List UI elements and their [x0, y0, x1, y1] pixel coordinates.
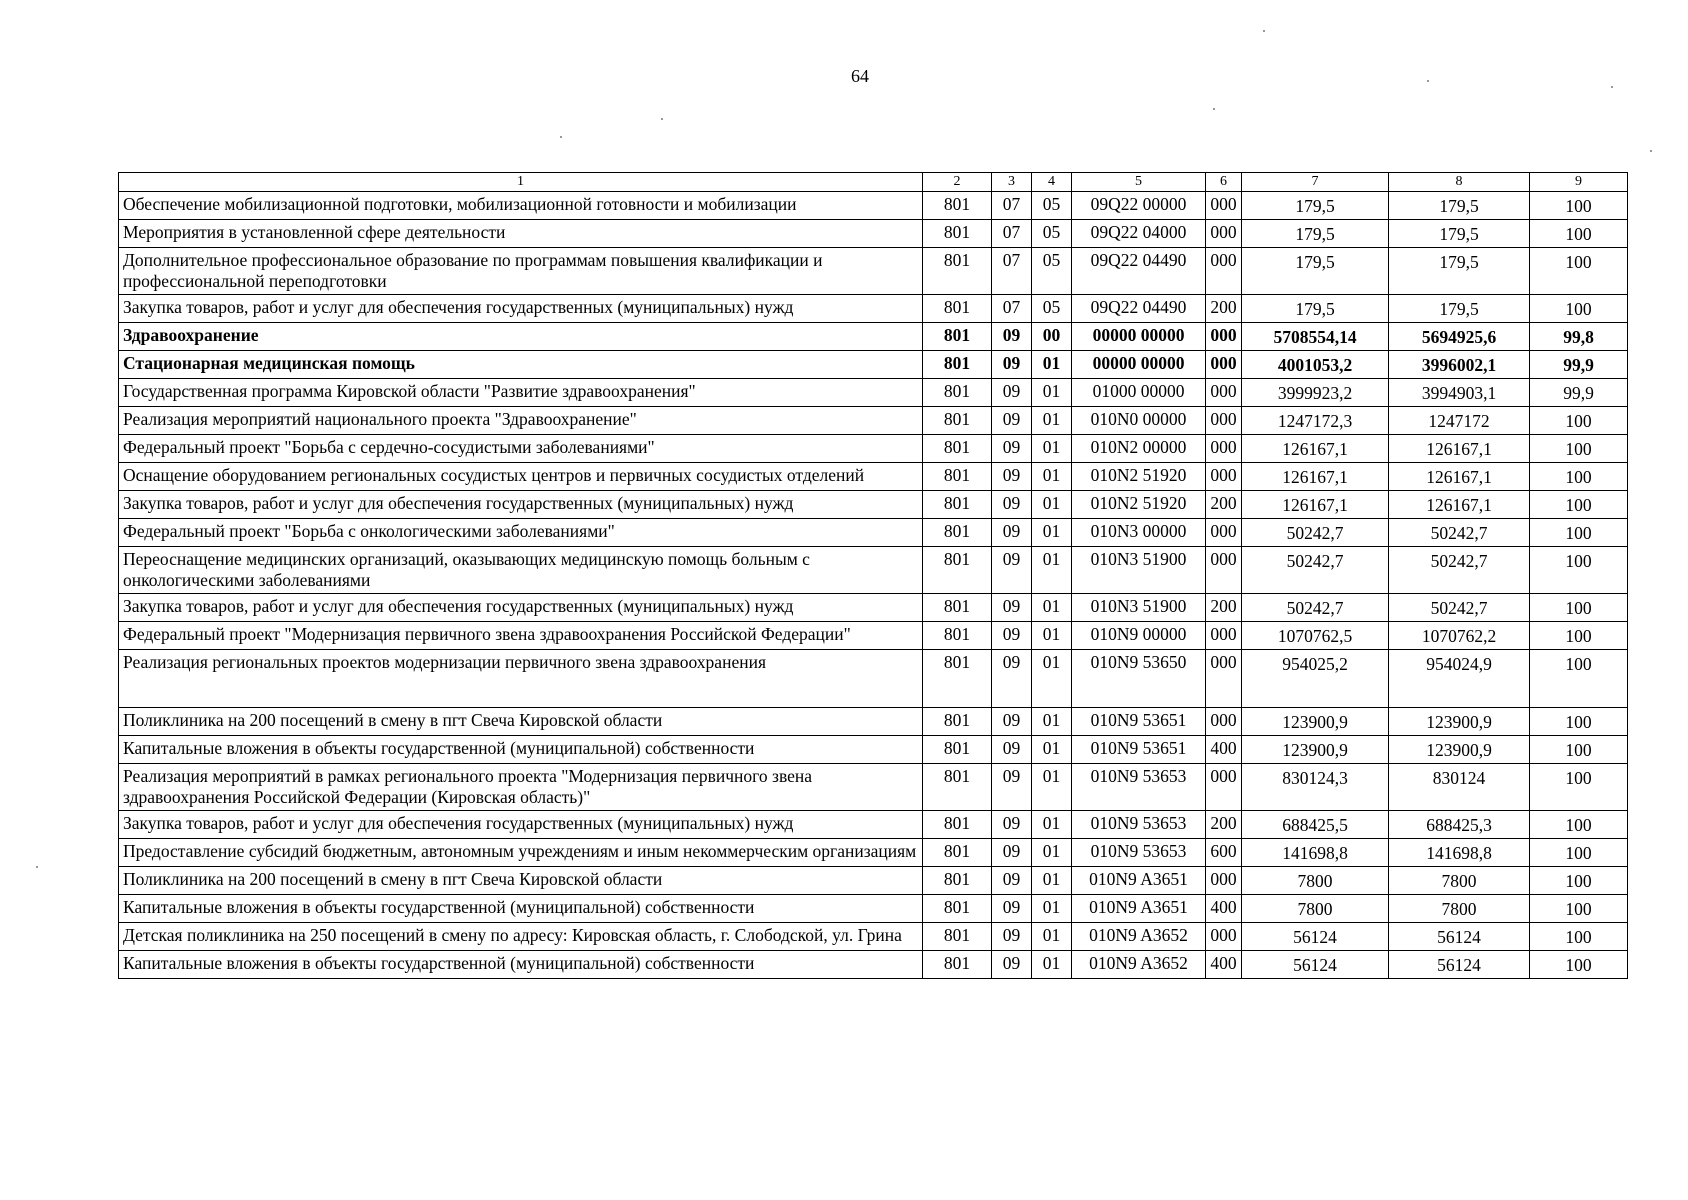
scan-speck — [661, 118, 663, 120]
row-name-cell: Государственная программа Кировской области "Развитие здравоохранения" — [119, 379, 923, 407]
table-row — [119, 650, 1628, 708]
table-row — [119, 951, 1628, 979]
row-code-4-cell: 01 — [1032, 407, 1072, 435]
row-code-4-cell: 01 — [1032, 491, 1072, 519]
row-code-4-cell: 05 — [1032, 248, 1072, 295]
row-value-7-cell: 830124,3 — [1242, 764, 1389, 811]
row-code-6-cell: 400 — [1206, 736, 1242, 764]
row-value-7-cell: 50242,7 — [1242, 519, 1389, 547]
row-name-cell: Реализация мероприятий национального проекта "Здравоохранение" — [119, 407, 923, 435]
row-code-3-cell: 09 — [992, 839, 1032, 867]
row-code-4-cell: 01 — [1032, 463, 1072, 491]
row-name-cell: Капитальные вложения в объекты государственной (муниципальной) собственности — [119, 951, 923, 979]
row-code-6-cell: 000 — [1206, 248, 1242, 295]
row-code-3-cell: 09 — [992, 708, 1032, 736]
row-code-2-cell: 801 — [923, 248, 992, 295]
row-code-4-cell: 01 — [1032, 764, 1072, 811]
row-name-cell: Закупка товаров, работ и услуг для обеспечения государственных (муниципальных) нужд — [119, 295, 923, 323]
row-value-9-cell: 100 — [1530, 248, 1628, 295]
row-value-9-cell: 100 — [1530, 764, 1628, 811]
table-row — [119, 295, 1628, 323]
row-value-9-cell: 100 — [1530, 220, 1628, 248]
row-name-cell: Закупка товаров, работ и услуг для обеспечения государственных (муниципальных) нужд — [119, 594, 923, 622]
row-name-cell: Предоставление субсидий бюджетным, автономным учреждениям и иным некоммерческим организациям — [119, 839, 923, 867]
row-value-7-cell: 179,5 — [1242, 220, 1389, 248]
row-value-8-cell: 179,5 — [1389, 248, 1530, 295]
row-value-9-cell: 100 — [1530, 519, 1628, 547]
row-code-5-cell: 010N9 A3651 — [1072, 867, 1206, 895]
table-header-row — [119, 173, 1628, 192]
row-value-7-cell: 688425,5 — [1242, 811, 1389, 839]
row-code-2-cell: 801 — [923, 295, 992, 323]
row-value-7-cell: 56124 — [1242, 923, 1389, 951]
row-code-3-cell: 07 — [992, 295, 1032, 323]
row-code-3-cell: 09 — [992, 594, 1032, 622]
row-code-6-cell: 400 — [1206, 951, 1242, 979]
row-code-3-cell: 09 — [992, 951, 1032, 979]
header-cell-6: 6 — [1206, 173, 1242, 192]
row-value-8-cell: 50242,7 — [1389, 519, 1530, 547]
row-code-4-cell: 01 — [1032, 622, 1072, 650]
row-name-cell: Федеральный проект "Борьба с онкологическими заболеваниями" — [119, 519, 923, 547]
row-value-8-cell: 1247172 — [1389, 407, 1530, 435]
scan-speck — [1611, 86, 1613, 88]
budget-table — [118, 172, 1628, 979]
row-value-7-cell: 7800 — [1242, 867, 1389, 895]
scan-speck — [1213, 108, 1215, 110]
row-name-cell: Обеспечение мобилизационной подготовки, мобилизационной готовности и мобилизации — [119, 192, 923, 220]
row-value-9-cell: 100 — [1530, 811, 1628, 839]
row-code-4-cell: 01 — [1032, 379, 1072, 407]
row-code-4-cell: 01 — [1032, 435, 1072, 463]
row-code-2-cell: 801 — [923, 547, 992, 594]
row-code-6-cell: 200 — [1206, 594, 1242, 622]
table-row — [119, 895, 1628, 923]
row-value-7-cell: 3999923,2 — [1242, 379, 1389, 407]
row-code-4-cell: 01 — [1032, 650, 1072, 708]
row-value-7-cell: 179,5 — [1242, 295, 1389, 323]
row-code-2-cell: 801 — [923, 519, 992, 547]
row-value-9-cell: 100 — [1530, 650, 1628, 708]
row-value-9-cell: 100 — [1530, 295, 1628, 323]
row-value-9-cell: 100 — [1530, 463, 1628, 491]
row-value-9-cell: 100 — [1530, 867, 1628, 895]
row-value-9-cell: 100 — [1530, 923, 1628, 951]
row-code-3-cell: 09 — [992, 323, 1032, 351]
row-name-cell: Стационарная медицинская помощь — [119, 351, 923, 379]
row-code-5-cell: 010N2 51920 — [1072, 491, 1206, 519]
row-value-7-cell: 50242,7 — [1242, 594, 1389, 622]
row-code-4-cell: 01 — [1032, 811, 1072, 839]
row-code-3-cell: 09 — [992, 650, 1032, 708]
row-code-5-cell: 00000 00000 — [1072, 351, 1206, 379]
row-name-cell: Переоснащение медицинских организаций, оказывающих медицинскую помощь больным с онкологическими заболеваниями — [119, 547, 923, 594]
row-code-6-cell: 200 — [1206, 491, 1242, 519]
row-value-9-cell: 99,9 — [1530, 351, 1628, 379]
row-code-6-cell: 600 — [1206, 839, 1242, 867]
row-value-9-cell: 99,8 — [1530, 323, 1628, 351]
row-name-cell: Оснащение оборудованием региональных сосудистых центров и первичных сосудистых отделений — [119, 463, 923, 491]
row-value-8-cell: 123900,9 — [1389, 708, 1530, 736]
row-code-3-cell: 09 — [992, 547, 1032, 594]
row-code-2-cell: 801 — [923, 463, 992, 491]
row-code-3-cell: 09 — [992, 811, 1032, 839]
table-row — [119, 708, 1628, 736]
row-code-2-cell: 801 — [923, 407, 992, 435]
row-value-9-cell: 100 — [1530, 192, 1628, 220]
page-number: 64 — [851, 66, 869, 86]
row-code-6-cell: 000 — [1206, 323, 1242, 351]
row-value-9-cell: 100 — [1530, 895, 1628, 923]
table-row — [119, 736, 1628, 764]
row-code-2-cell: 801 — [923, 736, 992, 764]
row-value-8-cell: 56124 — [1389, 923, 1530, 951]
row-code-3-cell: 09 — [992, 351, 1032, 379]
row-code-3-cell: 09 — [992, 491, 1032, 519]
table-row — [119, 351, 1628, 379]
row-code-2-cell: 801 — [923, 951, 992, 979]
scan-speck — [1650, 150, 1652, 152]
row-code-5-cell: 09Q22 04490 — [1072, 248, 1206, 295]
row-name-cell: Здравоохранение — [119, 323, 923, 351]
table-row — [119, 764, 1628, 811]
header-cell-2: 2 — [923, 173, 992, 192]
row-value-8-cell: 179,5 — [1389, 220, 1530, 248]
row-code-3-cell: 09 — [992, 923, 1032, 951]
row-value-9-cell: 100 — [1530, 491, 1628, 519]
row-value-8-cell: 179,5 — [1389, 295, 1530, 323]
row-code-5-cell: 010N9 A3652 — [1072, 923, 1206, 951]
row-code-3-cell: 09 — [992, 736, 1032, 764]
row-value-7-cell: 1247172,3 — [1242, 407, 1389, 435]
row-code-6-cell: 000 — [1206, 764, 1242, 811]
row-value-7-cell: 123900,9 — [1242, 736, 1389, 764]
row-code-5-cell: 010N2 00000 — [1072, 435, 1206, 463]
row-code-3-cell: 09 — [992, 867, 1032, 895]
row-value-9-cell: 100 — [1530, 594, 1628, 622]
row-code-3-cell: 09 — [992, 435, 1032, 463]
row-code-5-cell: 010N9 53651 — [1072, 736, 1206, 764]
row-value-9-cell: 100 — [1530, 435, 1628, 463]
row-code-4-cell: 01 — [1032, 736, 1072, 764]
table-row — [119, 192, 1628, 220]
row-name-cell: Дополнительное профессиональное образование по программам повышения квалификации и профессиональной переподготовки — [119, 248, 923, 295]
row-code-2-cell: 801 — [923, 895, 992, 923]
row-value-8-cell: 123900,9 — [1389, 736, 1530, 764]
table-row — [119, 379, 1628, 407]
row-code-5-cell: 010N3 00000 — [1072, 519, 1206, 547]
table-row — [119, 407, 1628, 435]
row-value-7-cell: 179,5 — [1242, 248, 1389, 295]
row-code-6-cell: 400 — [1206, 895, 1242, 923]
scan-speck — [560, 136, 562, 138]
row-code-4-cell: 01 — [1032, 594, 1072, 622]
row-code-5-cell: 09Q22 04000 — [1072, 220, 1206, 248]
row-value-7-cell: 126167,1 — [1242, 491, 1389, 519]
row-value-9-cell: 100 — [1530, 839, 1628, 867]
row-value-8-cell: 56124 — [1389, 951, 1530, 979]
row-code-5-cell: 010N9 53650 — [1072, 650, 1206, 708]
table-row — [119, 839, 1628, 867]
row-code-6-cell: 000 — [1206, 463, 1242, 491]
row-code-2-cell: 801 — [923, 220, 992, 248]
row-value-8-cell: 7800 — [1389, 867, 1530, 895]
row-code-3-cell: 07 — [992, 192, 1032, 220]
row-value-7-cell: 126167,1 — [1242, 435, 1389, 463]
row-code-3-cell: 07 — [992, 220, 1032, 248]
row-code-6-cell: 000 — [1206, 351, 1242, 379]
row-code-4-cell: 01 — [1032, 708, 1072, 736]
row-code-5-cell: 00000 00000 — [1072, 323, 1206, 351]
row-value-8-cell: 1070762,2 — [1389, 622, 1530, 650]
row-code-5-cell: 010N9 A3652 — [1072, 951, 1206, 979]
row-code-6-cell: 000 — [1206, 547, 1242, 594]
row-code-6-cell: 200 — [1206, 295, 1242, 323]
row-value-8-cell: 141698,8 — [1389, 839, 1530, 867]
row-value-8-cell: 179,5 — [1389, 192, 1530, 220]
row-code-6-cell: 000 — [1206, 407, 1242, 435]
row-name-cell: Реализация региональных проектов модернизации первичного звена здравоохранения — [119, 650, 923, 708]
table-row — [119, 594, 1628, 622]
row-value-9-cell: 99,9 — [1530, 379, 1628, 407]
row-name-cell: Поликлиника на 200 посещений в смену в пгт Свеча Кировской области — [119, 708, 923, 736]
table-row — [119, 519, 1628, 547]
row-value-9-cell: 100 — [1530, 736, 1628, 764]
row-code-3-cell: 07 — [992, 248, 1032, 295]
row-code-2-cell: 801 — [923, 323, 992, 351]
row-value-7-cell: 5708554,14 — [1242, 323, 1389, 351]
row-value-9-cell: 100 — [1530, 708, 1628, 736]
header-cell-8: 8 — [1389, 173, 1530, 192]
row-code-4-cell: 05 — [1032, 295, 1072, 323]
row-code-4-cell: 01 — [1032, 351, 1072, 379]
row-code-5-cell: 010N9 53653 — [1072, 764, 1206, 811]
header-cell-3: 3 — [992, 173, 1032, 192]
row-code-5-cell: 010N9 00000 — [1072, 622, 1206, 650]
row-code-2-cell: 801 — [923, 764, 992, 811]
row-value-7-cell: 123900,9 — [1242, 708, 1389, 736]
row-code-6-cell: 000 — [1206, 192, 1242, 220]
row-code-5-cell: 010N9 53651 — [1072, 708, 1206, 736]
row-code-3-cell: 09 — [992, 463, 1032, 491]
row-value-8-cell: 50242,7 — [1389, 547, 1530, 594]
row-code-5-cell: 010N2 51920 — [1072, 463, 1206, 491]
table-row — [119, 220, 1628, 248]
row-code-2-cell: 801 — [923, 650, 992, 708]
row-value-7-cell: 126167,1 — [1242, 463, 1389, 491]
table-row — [119, 248, 1628, 295]
row-code-5-cell: 09Q22 04490 — [1072, 295, 1206, 323]
row-value-8-cell: 830124 — [1389, 764, 1530, 811]
row-code-2-cell: 801 — [923, 923, 992, 951]
table-row — [119, 867, 1628, 895]
row-value-8-cell: 7800 — [1389, 895, 1530, 923]
row-code-2-cell: 801 — [923, 192, 992, 220]
row-code-5-cell: 010N9 53653 — [1072, 811, 1206, 839]
row-code-2-cell: 801 — [923, 622, 992, 650]
header-cell-4: 4 — [1032, 173, 1072, 192]
row-code-6-cell: 000 — [1206, 650, 1242, 708]
row-code-4-cell: 01 — [1032, 839, 1072, 867]
row-value-7-cell: 179,5 — [1242, 192, 1389, 220]
row-code-4-cell: 01 — [1032, 867, 1072, 895]
row-value-9-cell: 100 — [1530, 951, 1628, 979]
row-value-8-cell: 126167,1 — [1389, 491, 1530, 519]
row-code-4-cell: 00 — [1032, 323, 1072, 351]
row-value-8-cell: 3996002,1 — [1389, 351, 1530, 379]
row-name-cell: Поликлиника на 200 посещений в смену в пгт Свеча Кировской области — [119, 867, 923, 895]
row-name-cell: Федеральный проект "Модернизация первичного звена здравоохранения Российской Федерации" — [119, 622, 923, 650]
row-code-6-cell: 200 — [1206, 811, 1242, 839]
row-code-2-cell: 801 — [923, 708, 992, 736]
table-row — [119, 435, 1628, 463]
row-value-8-cell: 5694925,6 — [1389, 323, 1530, 351]
row-value-7-cell: 1070762,5 — [1242, 622, 1389, 650]
row-name-cell: Детская поликлиника на 250 посещений в смену по адресу: Кировская область, г. Слободской, ул. Грина — [119, 923, 923, 951]
row-code-5-cell: 010N3 51900 — [1072, 594, 1206, 622]
row-value-7-cell: 4001053,2 — [1242, 351, 1389, 379]
row-code-3-cell: 09 — [992, 622, 1032, 650]
row-code-3-cell: 09 — [992, 895, 1032, 923]
row-code-5-cell: 09Q22 00000 — [1072, 192, 1206, 220]
row-code-5-cell: 010N9 A3651 — [1072, 895, 1206, 923]
row-name-cell: Капитальные вложения в объекты государственной (муниципальной) собственности — [119, 895, 923, 923]
row-name-cell: Закупка товаров, работ и услуг для обеспечения государственных (муниципальных) нужд — [119, 491, 923, 519]
row-code-2-cell: 801 — [923, 594, 992, 622]
row-code-2-cell: 801 — [923, 839, 992, 867]
table-row — [119, 923, 1628, 951]
row-code-5-cell: 010N3 51900 — [1072, 547, 1206, 594]
table-row — [119, 547, 1628, 594]
header-cell-5: 5 — [1072, 173, 1206, 192]
row-code-4-cell: 05 — [1032, 192, 1072, 220]
row-code-4-cell: 01 — [1032, 923, 1072, 951]
row-name-cell: Мероприятия в установленной сфере деятельности — [119, 220, 923, 248]
row-value-8-cell: 126167,1 — [1389, 463, 1530, 491]
row-code-4-cell: 01 — [1032, 547, 1072, 594]
header-cell-9: 9 — [1530, 173, 1628, 192]
row-value-8-cell: 954024,9 — [1389, 650, 1530, 708]
scan-speck — [36, 866, 38, 868]
row-code-2-cell: 801 — [923, 811, 992, 839]
row-value-7-cell: 954025,2 — [1242, 650, 1389, 708]
row-code-3-cell: 09 — [992, 764, 1032, 811]
row-code-6-cell: 000 — [1206, 622, 1242, 650]
row-code-6-cell: 000 — [1206, 867, 1242, 895]
row-value-8-cell: 688425,3 — [1389, 811, 1530, 839]
row-name-cell: Федеральный проект "Борьба с сердечно-сосудистыми заболеваниями" — [119, 435, 923, 463]
row-value-7-cell: 50242,7 — [1242, 547, 1389, 594]
header-cell-7: 7 — [1242, 173, 1389, 192]
row-code-3-cell: 09 — [992, 519, 1032, 547]
row-value-9-cell: 100 — [1530, 547, 1628, 594]
row-code-6-cell: 000 — [1206, 708, 1242, 736]
row-code-6-cell: 000 — [1206, 923, 1242, 951]
row-value-8-cell: 3994903,1 — [1389, 379, 1530, 407]
row-code-4-cell: 01 — [1032, 895, 1072, 923]
row-value-7-cell: 7800 — [1242, 895, 1389, 923]
table-row — [119, 622, 1628, 650]
scan-speck — [1263, 30, 1265, 32]
row-value-8-cell: 126167,1 — [1389, 435, 1530, 463]
row-code-3-cell: 09 — [992, 407, 1032, 435]
row-value-7-cell: 141698,8 — [1242, 839, 1389, 867]
row-code-6-cell: 000 — [1206, 435, 1242, 463]
table-row — [119, 463, 1628, 491]
table-row — [119, 811, 1628, 839]
row-code-6-cell: 000 — [1206, 220, 1242, 248]
row-value-7-cell: 56124 — [1242, 951, 1389, 979]
row-name-cell: Капитальные вложения в объекты государственной (муниципальной) собственности — [119, 736, 923, 764]
row-name-cell: Закупка товаров, работ и услуг для обеспечения государственных (муниципальных) нужд — [119, 811, 923, 839]
row-name-cell: Реализация мероприятий в рамках регионального проекта "Модернизация первичного звена здравоохранения Российской Федерации (Кировская область)" — [119, 764, 923, 811]
row-code-4-cell: 01 — [1032, 951, 1072, 979]
table-row — [119, 491, 1628, 519]
header-cell-1: 1 — [119, 173, 923, 192]
row-code-5-cell: 01000 00000 — [1072, 379, 1206, 407]
row-code-5-cell: 010N0 00000 — [1072, 407, 1206, 435]
row-code-3-cell: 09 — [992, 379, 1032, 407]
table-row — [119, 323, 1628, 351]
row-value-8-cell: 50242,7 — [1389, 594, 1530, 622]
row-code-6-cell: 000 — [1206, 379, 1242, 407]
row-code-2-cell: 801 — [923, 379, 992, 407]
row-value-9-cell: 100 — [1530, 407, 1628, 435]
scan-speck — [1427, 80, 1429, 82]
row-code-2-cell: 801 — [923, 351, 992, 379]
row-code-5-cell: 010N9 53653 — [1072, 839, 1206, 867]
row-code-4-cell: 01 — [1032, 519, 1072, 547]
row-code-4-cell: 05 — [1032, 220, 1072, 248]
row-code-2-cell: 801 — [923, 491, 992, 519]
row-code-2-cell: 801 — [923, 435, 992, 463]
row-code-6-cell: 000 — [1206, 519, 1242, 547]
row-code-2-cell: 801 — [923, 867, 992, 895]
row-value-9-cell: 100 — [1530, 622, 1628, 650]
